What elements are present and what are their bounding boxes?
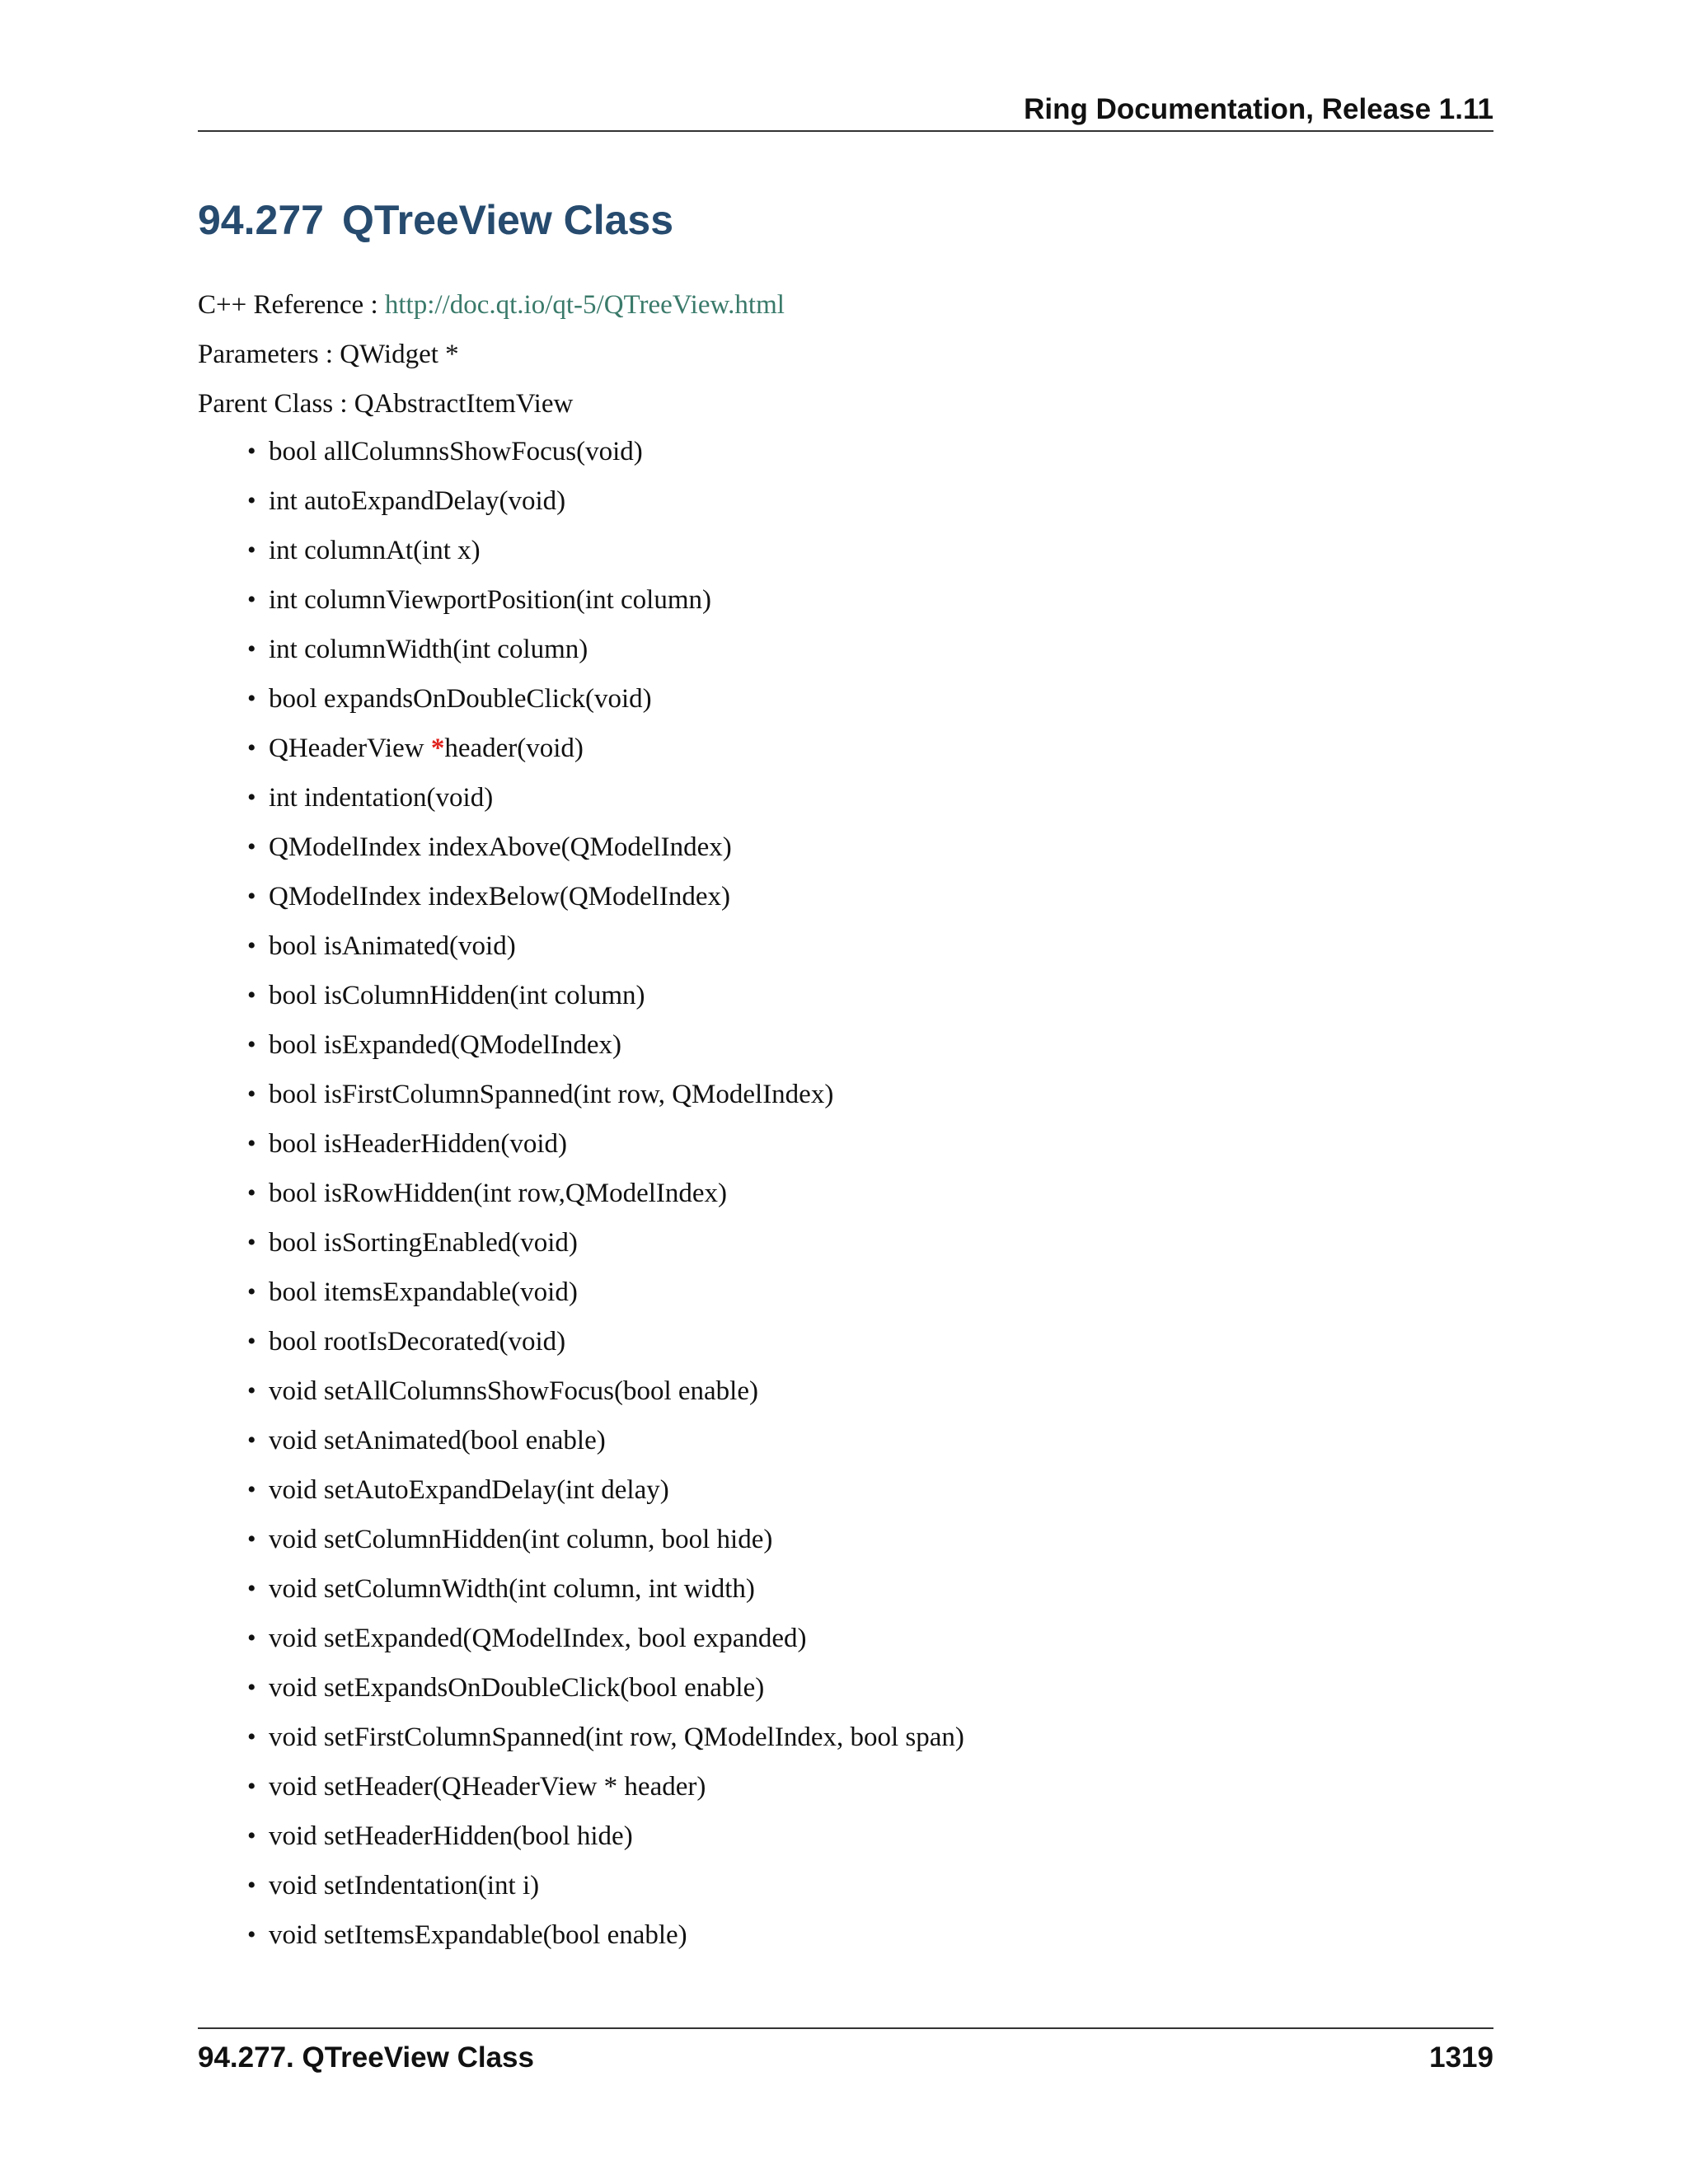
method-item [247,1917,964,1966]
section-number: 94.277 [198,197,324,243]
method-signature: QModelIndex indexAbove(QModelIndex) [269,832,732,862]
method-signature: int columnWidth(int column) [269,635,588,664]
bullet-icon: • [247,1179,256,1207]
method-signature: bool allColumnsShowFocus(void) [269,437,643,466]
bullet-icon: • [247,1822,256,1849]
method-signature: void setHeaderHidden(bool hide) [269,1821,633,1851]
bullet-icon: • [247,1427,256,1454]
bullet-icon: • [247,982,256,1009]
method-item [247,1324,964,1373]
bullet-icon: • [247,537,256,564]
section-heading [198,191,673,249]
method-signature: bool isAnimated(void) [269,931,516,961]
bullet-icon: • [247,685,256,712]
method-item [247,730,964,780]
method-item [247,1670,964,1719]
bullet-icon: • [247,1921,256,1948]
method-signature: void setAllColumnsShowFocus(bool enable) [269,1376,758,1406]
method-item [247,879,964,928]
bullet-icon: • [247,487,256,514]
bullet-icon: • [247,586,256,613]
method-signature: void setColumnHidden(int column, bool hide) [269,1525,773,1554]
method-item [247,681,964,730]
cpp-reference-line [198,287,785,323]
document-title: Ring Documentation, Release 1.11 [1024,93,1493,125]
reference-label: C++ Reference : [198,290,385,320]
method-item [247,1571,964,1620]
method-signature: void setIndentation(int i) [269,1871,540,1900]
method-item [247,928,964,977]
method-item [247,1868,964,1917]
method-item [247,532,964,582]
bullet-icon: • [247,883,256,910]
bullet-icon: • [247,1278,256,1305]
method-signature: void setColumnWidth(int column, int width) [269,1574,755,1604]
method-signature: void setFirstColumnSpanned(int row, QModelIndex, bool span) [269,1722,964,1752]
method-signature: void setHeader(QHeaderView * header) [269,1772,706,1802]
method-item [247,1225,964,1274]
method-item [247,977,964,1027]
bullet-icon: • [247,1872,256,1899]
bullet-icon: • [247,1328,256,1355]
method-item [247,1274,964,1324]
bullet-icon: • [247,635,256,663]
bullet-icon: • [247,1080,256,1108]
method-item [247,1422,964,1472]
method-signature: bool isSortingEnabled(void) [269,1228,578,1258]
bullet-icon: • [247,1476,256,1503]
method-signature: bool isFirstColumnSpanned(int row, QModelIndex) [269,1080,834,1109]
method-signature: bool isExpanded(QModelIndex) [269,1030,621,1060]
method-item [247,1175,964,1225]
method-signature: void setExpandsOnDoubleClick(bool enable) [269,1673,765,1703]
method-item [247,1373,964,1422]
section-title: QTreeView Class [341,197,674,243]
method-item [247,1076,964,1126]
method-item [247,1472,964,1521]
method-signature: int columnAt(int x) [269,536,481,565]
method-item [247,631,964,681]
method-signature: int autoExpandDelay(void) [269,486,566,516]
bullet-icon: • [247,1575,256,1602]
method-item [247,1769,964,1818]
bullet-icon: • [247,1624,256,1652]
method-signature: void setItemsExpandable(bool enable) [269,1920,687,1950]
method-list [247,434,964,1966]
method-item [247,780,964,829]
method-signature: void setAutoExpandDelay(int delay) [269,1475,669,1505]
method-signature: QModelIndex indexBelow(QModelIndex) [269,882,730,912]
bullet-icon: • [247,1031,256,1058]
bullet-icon: • [247,438,256,465]
bullet-icon: • [247,1130,256,1157]
bullet-icon: • [247,734,256,762]
method-signature: int indentation(void) [269,783,494,813]
method-signature: bool isColumnHidden(int column) [269,981,645,1010]
method-signature: bool rootIsDecorated(void) [269,1327,566,1357]
method-item [247,1818,964,1868]
method-item [247,1027,964,1076]
bullet-icon: • [247,1674,256,1701]
reference-link[interactable]: http://doc.qt.io/qt-5/QTreeView.html [384,290,785,320]
bullet-icon: • [247,784,256,811]
bullet-icon: • [247,932,256,959]
method-signature: bool isHeaderHidden(void) [269,1129,567,1159]
method-signature: bool itemsExpandable(void) [269,1277,578,1307]
method-item [247,1620,964,1670]
method-item [247,582,964,631]
bullet-icon: • [247,1773,256,1800]
bullet-icon: • [247,1229,256,1256]
bullet-icon: • [247,1526,256,1553]
footer-section: 94.277. QTreeView Class [198,2041,534,2074]
bullet-icon: • [247,1723,256,1750]
method-item [247,483,964,532]
method-item [247,1126,964,1175]
page-footer [198,2027,1493,2082]
method-item [247,434,964,483]
pointer-asterisk: * [430,733,445,763]
method-signature: void setAnimated(bool enable) [269,1426,606,1455]
parameters-line: Parameters : QWidget * [198,340,459,369]
method-signature: bool isRowHidden(int row,QModelIndex) [269,1179,728,1208]
bullet-icon: • [247,833,256,860]
method-signature: void setExpanded(QModelIndex, bool expanded) [269,1624,807,1653]
method-item [247,1719,964,1769]
method-item [247,1521,964,1571]
page-header [198,89,1493,132]
parent-class-line: Parent Class : QAbstractItemView [198,389,574,419]
method-signature: QHeaderView *header(void) [269,733,584,763]
method-item [247,829,964,879]
bullet-icon: • [247,1377,256,1404]
page-number: 1319 [1429,2041,1493,2074]
method-signature: bool expandsOnDoubleClick(void) [269,684,652,714]
method-signature: int columnViewportPosition(int column) [269,585,711,615]
